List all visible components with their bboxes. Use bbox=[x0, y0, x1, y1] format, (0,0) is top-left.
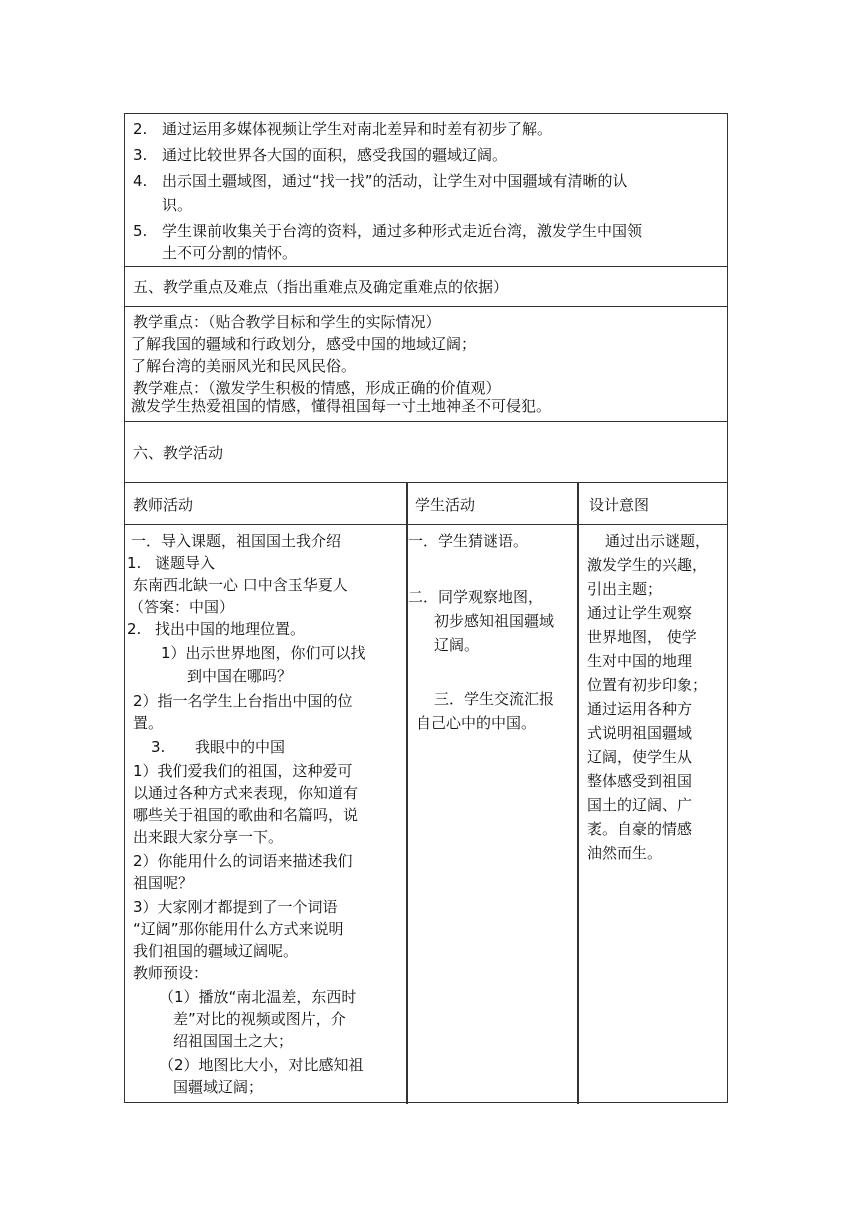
teacher-line: 1）我们爱我们的祖国，这种爱可 bbox=[133, 762, 353, 780]
intent-line: 世界地图， 使学 bbox=[587, 628, 697, 646]
section-5-heading: 五、教学重点及难点（指出重难点及确定重难点的依据） bbox=[133, 278, 509, 296]
objective-number: 2. bbox=[133, 120, 148, 138]
intent-line: 激发学生的兴趣， bbox=[587, 556, 708, 574]
lesson-plan-table bbox=[124, 113, 728, 1103]
objective-text: 土不可分割的情怀。 bbox=[162, 244, 298, 262]
intent-line: 生对中国的地理 bbox=[587, 652, 693, 670]
student-line: 辽阔。 bbox=[434, 636, 480, 654]
student-line: 初步感知祖国疆域 bbox=[434, 612, 555, 630]
teacher-line: 绍祖国国土之大； bbox=[173, 1032, 294, 1050]
focus-item: 了解我国的疆域和行政划分，感受中国的地域辽阔； bbox=[131, 335, 477, 353]
teacher-line: （2）地图比大小，对比感知祖 bbox=[159, 1056, 364, 1074]
teacher-line: 一．导入课题，祖国国土我介绍 bbox=[131, 532, 342, 550]
intent-line: 式说明祖国疆域 bbox=[587, 724, 693, 742]
intent-line: 通过让学生观察 bbox=[587, 604, 693, 622]
teacher-line: 出来跟大家分享一下。 bbox=[133, 828, 284, 846]
student-line: 三．学生交流汇报 bbox=[434, 690, 555, 708]
design-intent-cell bbox=[579, 525, 727, 1104]
teacher-line-number: 3. bbox=[151, 738, 166, 756]
intent-line: 油然而生。 bbox=[587, 844, 663, 862]
teacher-line: 3）大家刚才都提到了一个词语 bbox=[133, 898, 338, 916]
intent-column-header: 设计意图 bbox=[589, 496, 650, 514]
intent-line: 国土的辽阔、广 bbox=[587, 796, 693, 814]
teacher-line: 祖国呢？ bbox=[133, 874, 194, 892]
objective-text: 通过比较世界各大国的面积，感受我国的疆域辽阔。 bbox=[162, 146, 508, 164]
intent-line: 袤。自豪的情感 bbox=[587, 820, 693, 838]
teacher-line: （答案：中国） bbox=[129, 598, 235, 616]
teacher-line: “辽阔”那你能用什么方式来说明 bbox=[133, 920, 344, 938]
teacher-line: 东南西北缺一心 口中含玉华夏人 bbox=[133, 576, 348, 594]
objectives-row bbox=[125, 114, 727, 267]
intent-line: 通过运用各种方 bbox=[587, 700, 693, 718]
teacher-column-header: 教师活动 bbox=[133, 496, 194, 514]
teacher-line: 2）指一名学生上台指出中国的位 bbox=[133, 692, 353, 710]
focus-label: 教学重点：（贴合教学目标和学生的实际情况） bbox=[133, 313, 441, 331]
teacher-line: 2）你能用什么的词语来描述我们 bbox=[133, 852, 353, 870]
intent-line: 辽阔，使学生从 bbox=[587, 748, 693, 766]
objective-number: 3. bbox=[133, 146, 148, 164]
key-points-row bbox=[125, 307, 727, 422]
student-line: 一．学生猜谜语。 bbox=[408, 532, 529, 550]
objective-text: 通过运用多媒体视频让学生对南北差异和时差有初步了解。 bbox=[162, 120, 553, 138]
objective-number: 4. bbox=[133, 172, 148, 190]
section-5-heading-row bbox=[125, 267, 727, 307]
teacher-line: 哪些关于祖国的歌曲和名篇吗，说 bbox=[133, 806, 359, 824]
objective-number: 5. bbox=[133, 222, 148, 240]
objective-text: 出示国土疆域图，通过“找一找”的活动，让学生对中国疆域有清晰的认 bbox=[162, 172, 628, 190]
focus-item: 了解台湾的美丽风光和民风民俗。 bbox=[131, 357, 357, 375]
teacher-line: 谜题导入 bbox=[155, 554, 216, 572]
teacher-line: 国疆域辽阔； bbox=[173, 1078, 264, 1096]
student-activity-cell bbox=[408, 525, 577, 1104]
intent-line: 通过出示谜题， bbox=[605, 532, 711, 550]
teacher-line: 我眼中的中国 bbox=[195, 738, 286, 756]
teacher-line: 找出中国的地理位置。 bbox=[155, 620, 306, 638]
teacher-line: 以通过各种方式来表现，你知道有 bbox=[133, 784, 359, 802]
teacher-line: 教师预设： bbox=[133, 964, 209, 982]
difficulty-label: 教学难点：（激发学生积极的情感，形成正确的价值观） bbox=[133, 379, 501, 397]
teacher-line: 到中国在哪吗？ bbox=[187, 667, 293, 685]
objective-text: 学生课前收集关于台湾的资料，通过多种形式走近台湾，激发学生中国领 bbox=[162, 222, 643, 240]
intent-line: 位置有初步印象； bbox=[587, 676, 708, 694]
objective-text: 识。 bbox=[162, 196, 193, 214]
intent-line: 整体感受到祖国 bbox=[587, 772, 693, 790]
teacher-line-number: 1. bbox=[127, 554, 142, 572]
teacher-line: 我们祖国的疆域辽阔呢。 bbox=[133, 942, 299, 960]
student-column-header: 学生活动 bbox=[415, 496, 476, 514]
intent-line: 引出主题； bbox=[587, 580, 663, 598]
section-6-heading-row bbox=[125, 422, 727, 483]
teacher-line: 1）出示世界地图，你们可以找 bbox=[161, 644, 366, 662]
teacher-line: 差”对比的视频或图片，介 bbox=[173, 1010, 346, 1028]
section-6-heading: 六、教学活动 bbox=[133, 444, 224, 462]
difficulty-item: 激发学生热爱祖国的情感，懂得祖国每一寸土地神圣不可侵犯。 bbox=[131, 397, 552, 415]
teacher-line: （1）播放“南北温差，东西时 bbox=[159, 988, 357, 1006]
teacher-activity-cell bbox=[125, 525, 406, 1104]
student-line: 自己心中的中国。 bbox=[416, 714, 537, 732]
teacher-line: 置。 bbox=[133, 714, 164, 732]
teacher-line-number: 2. bbox=[127, 620, 142, 638]
student-line: 二．同学观察地图， bbox=[408, 588, 544, 606]
activity-header-row bbox=[125, 483, 727, 525]
